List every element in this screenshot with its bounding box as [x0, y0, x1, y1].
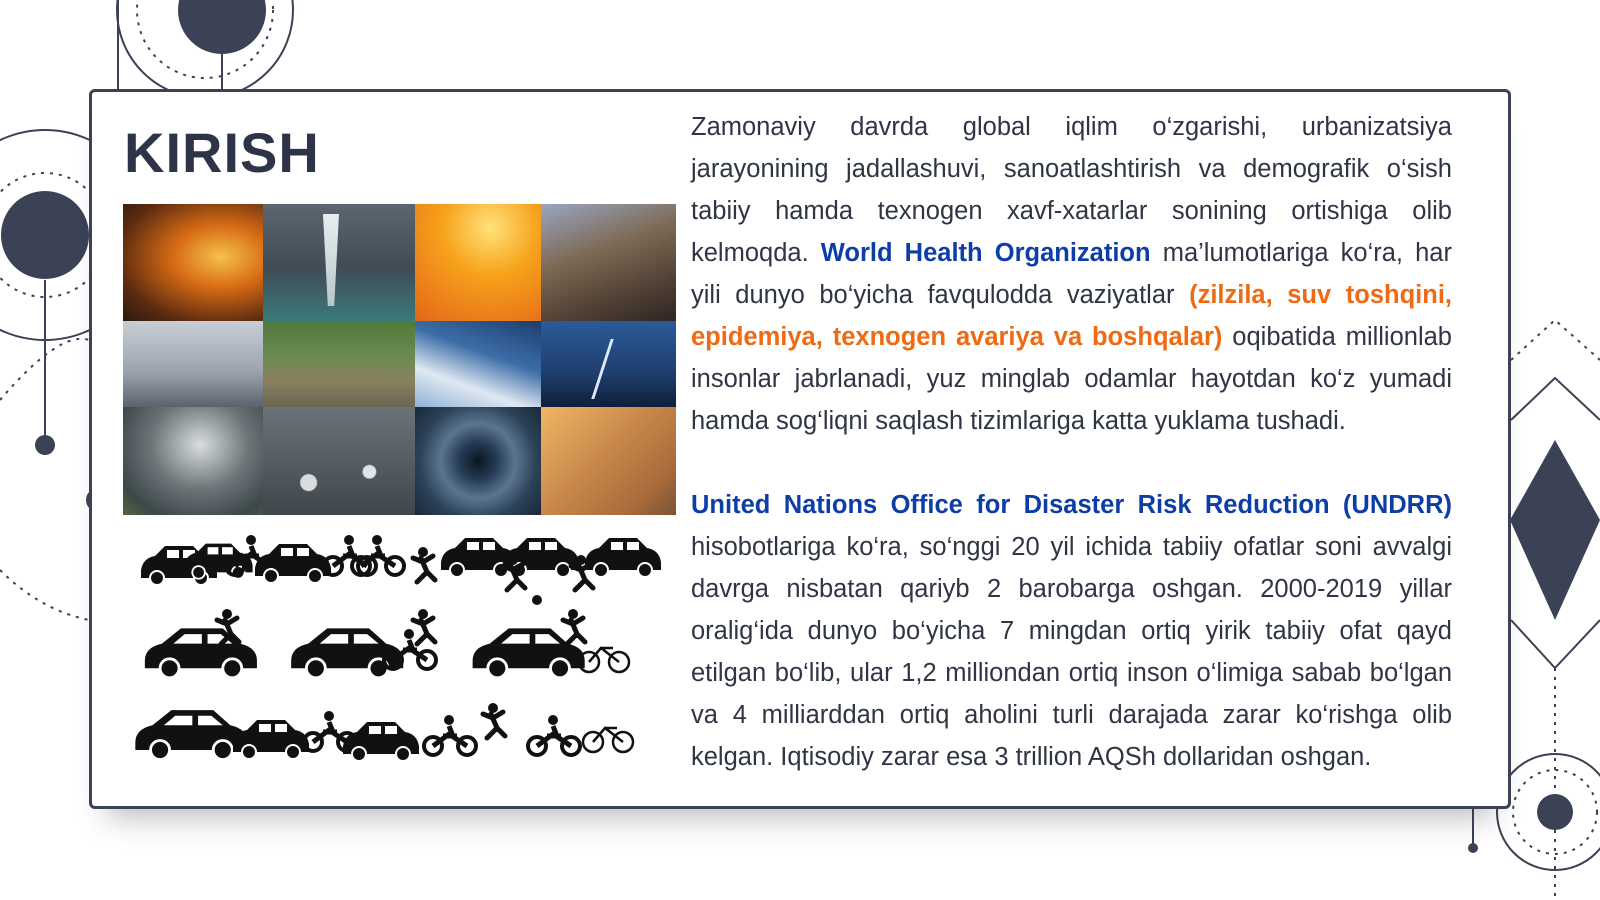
disaster-photo-collage [123, 204, 676, 515]
photo-lightning-storm [541, 321, 676, 407]
photo-sandstorm [541, 407, 676, 515]
motorcycle-hits-car-icon [304, 711, 419, 761]
car-hits-scooter-icon [291, 609, 436, 678]
deco-dotted-ring [137, 0, 273, 78]
deco-dot-left [1, 191, 89, 279]
photo-wildfire [123, 204, 263, 321]
deco-diamond [1510, 440, 1600, 620]
paragraph-1 [691, 106, 1452, 442]
accident-icons [123, 522, 676, 772]
photo-earthquake-ruins [541, 204, 676, 321]
deco-dot-large [178, 0, 266, 54]
motorcycle-collision-icon [324, 535, 404, 575]
who-organization: World Health Organization [820, 239, 1151, 267]
deco-ring [117, 0, 293, 98]
person-falling-car-icon [571, 538, 661, 590]
paragraph-2-body: hisobotlariga ko‘ra, so‘nggi 20 yil ichida tabiiy ofatlar soni avvalgi davrga nisbatan qariyb 2 barobarga oshgan. 2000-2019 yillar oralig‘ida dunyo bo‘yicha 7 mingdan ortiq yirik tabiiy ofat qayd etilgan bo‘lib, ular 1,2 milliondan ortiq inson o‘limiga sabab bo‘lgan va 4 milliarddan ortiq aholini turli darajada zarar ko‘rishga olib kelgan. Iqtisodiy zarar esa 3 trillion AQSh dollaridan oshgan. [691, 533, 1452, 771]
page-title: KIRISH [124, 121, 320, 184]
photo-snowstorm [123, 321, 263, 407]
photo-tsunami-wave [415, 321, 541, 407]
car-rear-end-collision-icon [135, 710, 309, 759]
car-hits-cyclist-icon [473, 609, 629, 678]
paragraph-1-intro: Zamonaviy davrda global iqlim o‘zgarishi, urbanizatsiya jarayonining jadallashuvi, sanoatlashtirish va demografik o‘sish tabiiy hamda texnogen xavf-xatarlar sonining ortishiga olib kelmoqda. [691, 113, 1452, 267]
pedestrian-hit-car-icon [413, 538, 517, 582]
undrr-organization: United Nations Office for Disaster Risk Reduction (UNDRR) [691, 491, 1452, 519]
pedestrian-ball-car-icon [503, 538, 579, 605]
paragraph-1-end: oqibatida millionlab insonlar jabrlanadi, yuz minglab odamlar hayotdan ko‘z yumadi hamda sog‘liqni saqlash tizimlariga katta yuklama tushadi. [691, 323, 1452, 435]
motorcycle-hits-pedestrian-icon [424, 703, 505, 755]
paragraph-2 [691, 484, 1452, 778]
photo-tornado-storm [123, 407, 263, 515]
photo-whirlpool [415, 407, 541, 515]
content-card [89, 89, 1511, 809]
photo-flood [263, 321, 415, 407]
emergency-types-highlight: (zilzila, suv toshqini, epidemiya, texnogen avariya va boshqalar) [691, 281, 1452, 351]
car-hits-pedestrian-icon [145, 609, 257, 678]
paragraph-1-mid: ma’lumotlariga ko‘ra, har yili dunyo bo‘yicha favqulodda vaziyatlar [691, 239, 1452, 309]
motorcycle-hits-bicycle-icon [528, 715, 633, 755]
photo-tornado-waterspout [263, 204, 415, 321]
photo-heatwave [415, 204, 541, 321]
intro-text [691, 106, 1452, 778]
photo-hail [263, 407, 415, 515]
accident-icons-panel [123, 522, 676, 772]
